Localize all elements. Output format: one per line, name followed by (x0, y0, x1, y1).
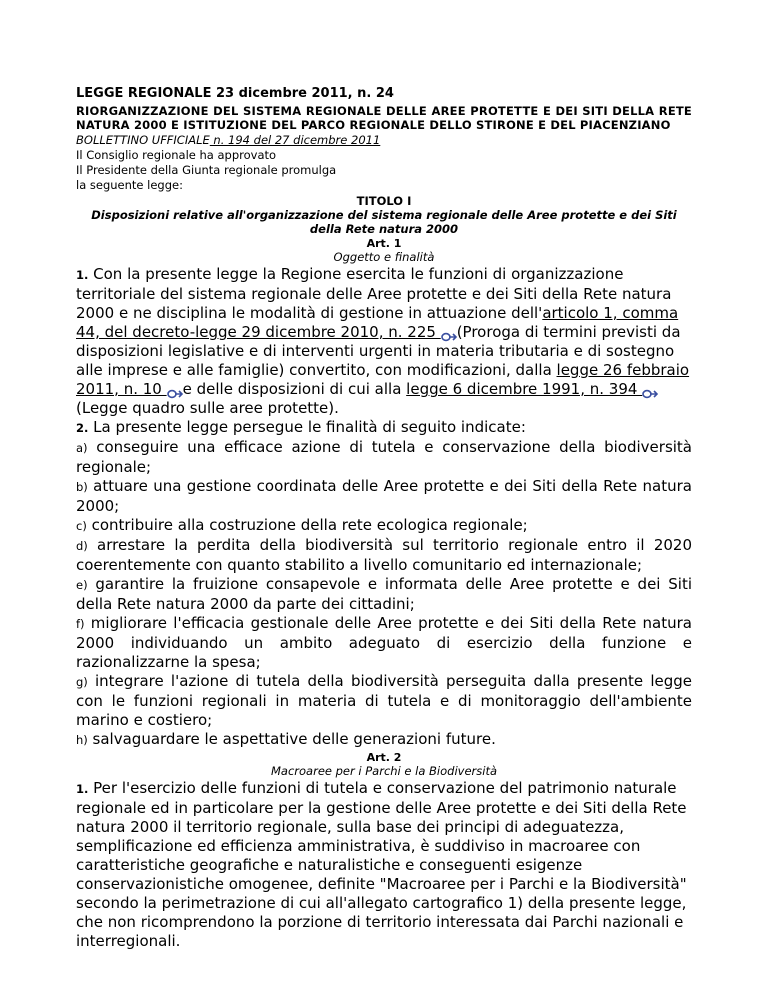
comma-number: 2. (76, 421, 89, 435)
external-link-icon[interactable] (167, 385, 183, 395)
intro-line-2: Il Presidente della Giunta regionale promulga (76, 163, 337, 177)
list-item-a: a) conseguire una efficace azione di tutela e conservazione della biodiversità regionale; (76, 438, 692, 476)
titolo-heading: Disposizioni relative all'organizzazione del sistema regionale delle Aree protette e dei Siti della Rete natura 2000 (91, 208, 677, 236)
bollettino-label: BOLLETTINO UFFICIALE (76, 133, 210, 147)
law-subtitle: RIORGANIZZAZIONE DEL SISTEMA REGIONALE DELLE AREE PROTETTE E DEI SITI DELLA RETE NATURA 2000 E ISTITUZIONE DEL PARCO REGIONALE DELLO STIRONE E DEL PIACENZIANO (76, 104, 692, 132)
list-item-h: h) salvaguardare le aspettative delle generazioni future. (76, 730, 496, 748)
link-legge-10-2011[interactable]: legge 26 febbraio 2011, n. 10 (76, 361, 690, 398)
intro-line-3: la seguente legge: (76, 178, 183, 192)
link-legge-394-1991[interactable]: legge 6 dicembre 1991, n. 394 (406, 380, 643, 398)
external-link-icon[interactable] (441, 328, 457, 338)
bollettino-line (76, 133, 692, 148)
art1-comma-2: 2. La presente legge persegue le finalità di seguito indicate: (76, 418, 526, 436)
art1-comma-1: 1. Con la presente legge la Regione esercita le funzioni di organizzazione territoriale del sistema regionale delle Aree protette e dei Siti della Rete natura 2000 e ne disciplina le modalità di gestione in attuazione dell'articolo 1, comma 44, del decreto-legge 29 dicembre 2010, n. 225 (Proroga di termini previsti da disposizioni legislative e di interventi urgenti in materia tributaria e di sostegno alle imprese e alle famiglie) convertito, con modificazioni, dalla legge 26 febbraio 2011, n. 10 e delle disposizioni di cui alla legge 6 dicembre 1991, n. 394 (Legge quadro sulle aree protette). (76, 265, 690, 417)
art2-comma-1: 1. Per l'esercizio delle funzioni di tutela e conservazione del patrimonio naturale regionale ed in particolare per la gestione delle Aree protette e dei Siti della Rete natura 2000 il territorio regionale, sulla base dei principi di adeguatezza, semplificazione ed efficienza amministrativa, è suddiviso in macroaree con caratteristiche geografiche e naturalistiche e conseguenti esigenze conservazionistiche omogenee, definite "Macroaree per i Parchi e la Biodiversità" secondo la perimetrazione di cui all'allegato cartografico 1) della presente legge, che non ricomprendono la porzione di territorio interessata dai Parchi nazionali e interregionali. (76, 779, 687, 950)
list-item-f: f) migliorare l'efficacia gestionale delle Aree protette e dei Siti della Rete natura 2000 individuando un ambito adeguato di esercizio della funzione e razionalizzarne la spesa; (76, 614, 692, 671)
art2-label: Art. 2 (366, 751, 402, 764)
list-item-e: e) garantire la fruizione consapevole e informata delle Aree protette e dei Siti della Rete natura 2000 da parte dei cittadini; (76, 575, 692, 613)
external-link-icon[interactable] (642, 385, 658, 395)
link-dl-225-2010[interactable]: articolo 1, comma 44, del decreto-legge 29 dicembre 2010, n. 225 (76, 304, 679, 341)
art1-label: Art. 1 (366, 237, 402, 250)
bollettino-ref: n. 194 del 27 dicembre 2011 (209, 133, 381, 147)
comma-number: 1. (76, 782, 89, 796)
list-item-g: g) integrare l'azione di tutela della biodiversità perseguita dalla presente legge con le funzioni regionali in materia di tutela e di monitoraggio dell'ambiente marino e costiero; (76, 672, 692, 729)
comma-number: 1. (76, 268, 89, 282)
document-page (76, 86, 692, 951)
law-title: LEGGE REGIONALE 23 dicembre 2011, n. 24 (76, 86, 394, 101)
list-item-d: d) arrestare la perdita della biodiversità sul territorio regionale entro il 2020 coerentemente con quanto stabilito a livello comunitario ed internazionale; (76, 536, 692, 574)
intro-line-1: Il Consiglio regionale ha approvato (76, 148, 277, 162)
titolo-label: TITOLO I (356, 194, 412, 208)
list-item-b: b) attuare una gestione coordinata delle Aree protette e dei Siti della Rete natura 2000; (76, 477, 692, 515)
art1-heading: Oggetto e finalità (333, 250, 435, 264)
art2-heading: Macroaree per i Parchi e la Biodiversità (270, 764, 497, 778)
list-item-c: c) contribuire alla costruzione della rete ecologica regionale; (76, 516, 528, 534)
